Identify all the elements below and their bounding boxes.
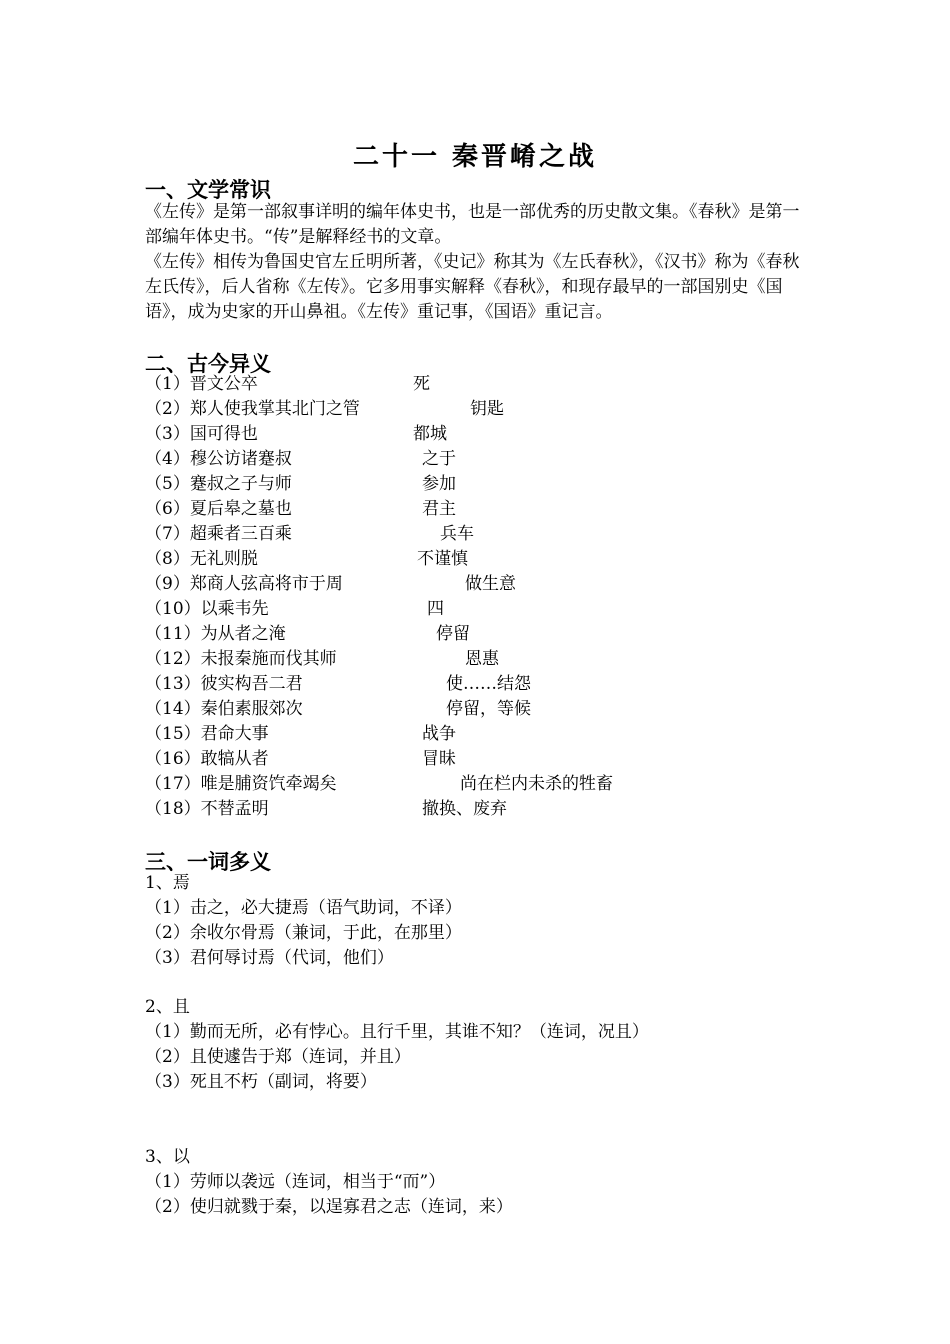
word-heading-qie: 2、且 — [145, 997, 190, 1017]
item-meaning: 冒昧 — [422, 749, 456, 769]
item-text: （11）为从者之淹 — [145, 624, 286, 644]
paragraph-zuozhuan-author: 《左传》相传为鲁国史官左丘明所著，《史记》称其为《左氏春秋》，《汉书》称为《春秋左氏传》，后人省称《左传》。它多用事实解释《春秋》，和现存最早的一部国别史《国语》，成为史家的开山鼻祖。《左传》重记事，《国语》重记言。 — [145, 252, 800, 322]
usage-line: （1）击之，必大捷焉（语气助词，不译） — [145, 898, 462, 918]
item-text: （8）无礼则脱 — [145, 549, 258, 569]
item-text: （18）不替孟明 — [145, 799, 269, 819]
item-meaning: 战争 — [422, 724, 456, 744]
item-meaning: 钥匙 — [470, 399, 504, 419]
item-meaning: 参加 — [422, 474, 456, 494]
item-meaning: 死 — [413, 374, 430, 394]
item-text: （17）唯是脯资饩牵竭矣 — [145, 774, 337, 794]
item-text: （5）蹇叔之子与师 — [145, 474, 292, 494]
item-meaning: 做生意 — [465, 574, 516, 594]
item-text: （6）夏后皋之墓也 — [145, 499, 292, 519]
page-title: 二十一 秦晋崤之战 — [352, 142, 598, 172]
item-meaning: 撤换、废弃 — [422, 799, 507, 819]
usage-line: （3）死且不朽（副词，将要） — [145, 1072, 377, 1092]
word-heading-yan: 1、焉 — [145, 873, 190, 893]
item-text: （9）郑商人弦高将市于周 — [145, 574, 343, 594]
usage-line: （1）勤而无所，必有悖心。且行千里，其谁不知？（连词，况且） — [145, 1022, 649, 1042]
item-text: （1）晋文公卒 — [145, 374, 258, 394]
item-text: （16）敢犒从者 — [145, 749, 269, 769]
section-heading-polysemy: 三、一词多义 — [145, 849, 271, 874]
item-meaning: 停留 — [436, 624, 470, 644]
item-text: （12）未报秦施而伐其师 — [145, 649, 337, 669]
item-text: （3）国可得也 — [145, 424, 258, 444]
usage-line: （1）劳师以袭远（连词，相当于“而”） — [145, 1172, 446, 1192]
item-meaning: 四 — [427, 599, 444, 619]
usage-line: （2）且使遽告于郑（连词，并且） — [145, 1047, 411, 1067]
item-meaning: 尚在栏内未杀的牲畜 — [460, 774, 613, 794]
item-meaning: 不谨慎 — [417, 549, 468, 569]
usage-line: （2）使归就戮于秦，以逞寡君之志（连词，来） — [145, 1197, 513, 1217]
word-heading-yi: 3、以 — [145, 1147, 190, 1167]
item-meaning: 兵车 — [440, 524, 474, 544]
section-heading-ancient-modern: 二、古今异义 — [145, 351, 271, 376]
item-text: （4）穆公访诸蹇叔 — [145, 449, 292, 469]
item-meaning: 君主 — [422, 499, 456, 519]
item-text: （10）以乘韦先 — [145, 599, 269, 619]
item-meaning: 停留，等候 — [446, 699, 531, 719]
item-text: （2）郑人使我掌其北门之管 — [145, 399, 360, 419]
paragraph-zuozhuan-intro: 《左传》是第一部叙事详明的编年体史书，也是一部优秀的历史散文集。《春秋》是第一部编年体史书。“传”是解释经书的文章。 — [145, 202, 800, 247]
item-text: （7）超乘者三百乘 — [145, 524, 292, 544]
item-text: （13）彼实构吾二君 — [145, 674, 303, 694]
usage-line: （2）余收尔骨焉（兼词，于此，在那里） — [145, 923, 462, 943]
section-heading-literature: 一、文学常识 — [145, 177, 271, 202]
item-text: （14）秦伯素服郊次 — [145, 699, 303, 719]
item-meaning: 使……结怨 — [446, 674, 531, 694]
item-meaning: 之于 — [422, 449, 456, 469]
item-meaning: 都城 — [413, 424, 447, 444]
item-meaning: 恩惠 — [465, 649, 499, 669]
usage-line: （3）君何辱讨焉（代词，他们） — [145, 948, 394, 968]
item-text: （15）君命大事 — [145, 724, 269, 744]
